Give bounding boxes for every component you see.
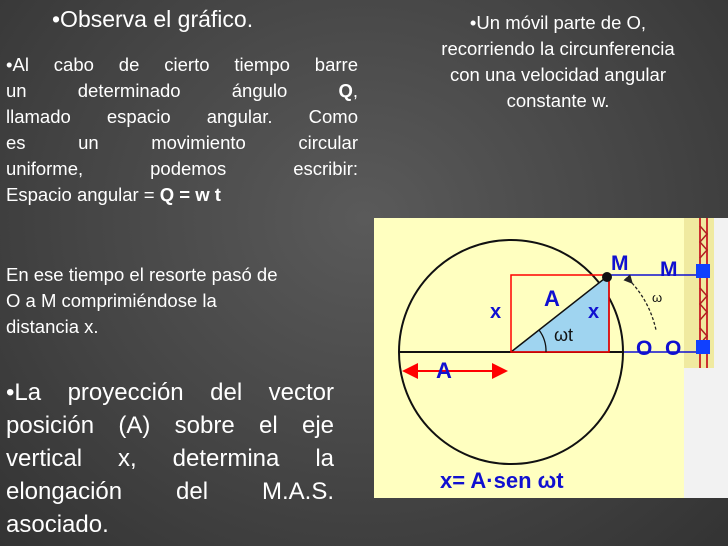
para2-line3: distancia x.: [6, 316, 99, 337]
angular-formula: Q = w t: [159, 184, 221, 205]
para1-line2: un determinado ángulo Q,: [6, 80, 358, 101]
para4-line1: •Un móvil parte de O,: [469, 12, 647, 33]
para4-line3: con una velocidad angular: [450, 64, 666, 85]
para3-line4: elongación del M.A.S.: [6, 478, 334, 505]
para4-line4: constante w.: [506, 90, 610, 111]
label-M-side: M: [660, 258, 678, 281]
projection-paragraph: [6, 376, 334, 541]
label-O: O: [636, 337, 653, 360]
angle-symbol: Q: [338, 80, 353, 101]
para1-line6: Espacio angular = Q = w t: [6, 184, 221, 205]
label-omega: ω: [652, 290, 663, 305]
label-A-triangle: A: [544, 286, 560, 311]
mobile-paragraph: [388, 10, 728, 114]
para3-line3: vertical x, determina la: [6, 445, 334, 472]
para1-line3: llamado espacio angular. Como: [6, 106, 358, 127]
para1-line1: •Al cabo de cierto tiempo barre: [6, 54, 358, 75]
formula-text: x= A·sen ωt: [440, 468, 564, 493]
para3-line1: •La proyección del vector: [6, 379, 334, 406]
slide-title: •Observa el gráfico.: [52, 6, 254, 32]
para1-line5: uniforme, podemos escribir:: [6, 158, 358, 179]
para4-line2: recorriendo la circunferencia: [441, 38, 675, 59]
label-x-right: x: [588, 301, 600, 323]
para1-line4: es un movimiento circular: [6, 132, 358, 153]
spring-paragraph: [6, 262, 366, 340]
label-O-side: O: [665, 337, 682, 360]
para3-line2: posición (A) sobre el eje: [6, 412, 334, 439]
label-M: M: [611, 252, 629, 275]
label-x-left: x: [490, 301, 502, 323]
angular-space-paragraph: [6, 52, 358, 208]
circular-motion-diagram: [374, 218, 728, 498]
label-angle: ωt: [554, 325, 574, 345]
para2-line2: O a M comprimiéndose la: [6, 290, 217, 311]
para2-line1: En ese tiempo el resorte pasó de: [6, 264, 278, 285]
label-A-radius: A: [436, 358, 452, 383]
para3-line5: asociado.: [6, 511, 109, 538]
